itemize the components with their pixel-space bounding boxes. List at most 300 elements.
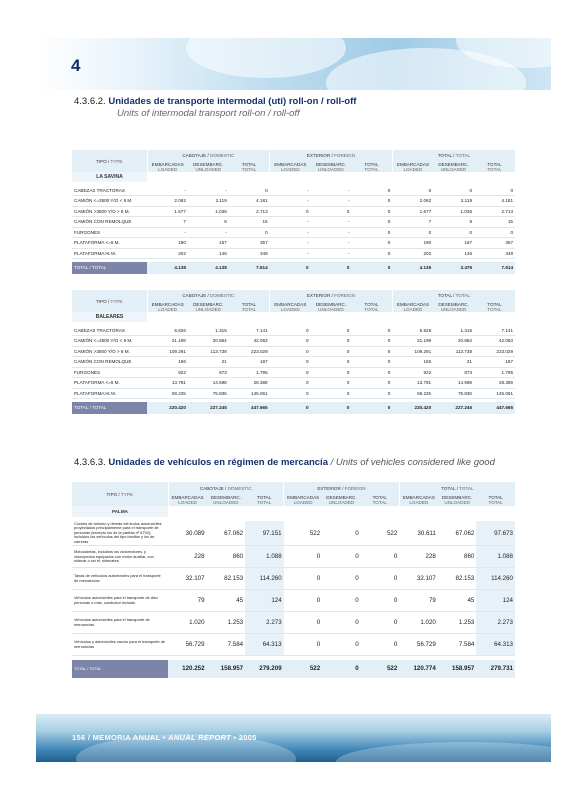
section-subtitle-en: Units of intermodal transport roll-on / roll-off (117, 108, 300, 119)
total-cell: 158.957 (207, 660, 246, 678)
table-cell: 0 (284, 568, 323, 590)
group-foreign-label-en: FOREIGN (344, 485, 366, 491)
group-total (399, 482, 515, 494)
total-cell: 0 (351, 402, 392, 414)
table-cell: 1.020 (168, 612, 207, 634)
col-unloaded-en: UNLOADED (444, 500, 470, 505)
col-total-en: TOTAL (256, 500, 272, 505)
table-cell: 2.062 (392, 196, 433, 207)
group-foreign-label: EXTERIOR / (306, 293, 333, 298)
table-cell: 145.061 (229, 388, 270, 399)
section-title-es: Unidades de transporte intermodal (uti) roll-on / roll-off (108, 96, 357, 107)
table-cell: 13.791 (147, 378, 188, 389)
col-loaded-es: EMBARCADAS (151, 301, 184, 307)
table-cell: 1.315 (188, 325, 229, 336)
tipo-label-en: TYPE (110, 158, 123, 164)
table-cell: 30.089 (168, 521, 207, 546)
port-row-cell (322, 506, 361, 517)
table-cell: 0 (229, 227, 270, 238)
group-total-label: TOTAL / (437, 153, 455, 158)
port-row-cell (351, 312, 392, 322)
row-label: Vehículos y automóviles vacíos para el transporte de mercancías (72, 634, 168, 656)
group-total-label: TOTAL / (437, 293, 455, 298)
table-cell: 13.791 (392, 378, 433, 389)
table-cell: 79 (399, 590, 438, 612)
total-cell: 0 (322, 660, 361, 678)
table-row (72, 185, 515, 196)
port-row-cell (392, 312, 433, 322)
port-row-cell (270, 172, 311, 182)
row-label: FURGONES (72, 227, 147, 238)
table-cell: 109.291 (392, 346, 433, 357)
group-domestic (147, 290, 270, 301)
port-row (72, 312, 515, 322)
table-cell: 1.677 (392, 206, 433, 217)
total-cell: 522 (284, 660, 323, 678)
table-cell: 0 (361, 634, 400, 656)
table-cell: 0 (322, 568, 361, 590)
total-cell: 227.245 (433, 402, 474, 414)
table-cell: 0 (351, 336, 392, 347)
col-total-en: TOTAL (241, 166, 257, 172)
total-cell: 0 (311, 402, 352, 414)
table-cell: 5.826 (392, 325, 433, 336)
col-total-es: TOTAL (256, 495, 272, 500)
table-cell: 2.273 (245, 612, 284, 634)
col-total (229, 301, 270, 312)
total-cell: 0 (270, 262, 311, 274)
table-cell: 0 (351, 217, 392, 228)
group-foreign (284, 482, 400, 494)
table-cell: 32.107 (399, 568, 438, 590)
group-foreign-label: EXTERIOR / (306, 153, 333, 158)
row-label: PLATAFORMA>6 M. (72, 248, 147, 259)
total-row (72, 402, 515, 414)
col-unloaded-en: UNLOADED (440, 306, 467, 312)
table-cell: 97.151 (245, 521, 284, 546)
col-loaded (270, 161, 311, 172)
row-label: FURGONES (72, 367, 147, 378)
port-row-cell (474, 172, 515, 182)
table-cell: 5.826 (147, 325, 188, 336)
col-loaded-en: LOADED (280, 306, 300, 312)
total-cell: 158.957 (438, 660, 477, 678)
group-total-label: TOTAL / (441, 485, 458, 491)
table-cell: - (311, 196, 352, 207)
col-unloaded-es: DESEMBARC. (315, 161, 347, 167)
col-unloaded-es: DESEMBARC. (326, 495, 357, 500)
table-cell: 0 (322, 521, 361, 546)
col-loaded-en: LOADED (403, 306, 423, 312)
col-total-en: TOTAL (372, 500, 387, 505)
table-cell: 0 (322, 634, 361, 656)
col-total-es: TOTAL (487, 301, 502, 307)
total-cell: 522 (361, 660, 400, 678)
table-cell: 1.088 (476, 546, 515, 568)
table-cell: 7.141 (229, 325, 270, 336)
group-foreign-label-en: FOREIGN (334, 153, 356, 158)
table-cell: 8 (188, 217, 229, 228)
table-cell: 0 (361, 568, 400, 590)
col-loaded-es: EMBARCADAS (171, 495, 204, 500)
table-cell: 0 (311, 378, 352, 389)
header-row-groups (72, 150, 515, 161)
group-foreign (270, 150, 393, 161)
row-label: CAMIÓN <=3500 Y/O < 8 M. (72, 196, 147, 207)
group-total-label-en: TOTAL (455, 293, 471, 298)
total-cell: 447.665 (229, 402, 270, 414)
table-cell: 67.062 (438, 521, 477, 546)
table-cell: 20.864 (188, 336, 229, 347)
total-row (72, 262, 515, 274)
table-cell: 21.199 (147, 336, 188, 347)
table-cell: 2.119 (188, 196, 229, 207)
table-cell: 0 (351, 248, 392, 259)
footer-title-en: ANUAL REPORT (168, 733, 232, 742)
table-cell: 0 (270, 325, 311, 336)
col-total (351, 301, 392, 312)
table-cell: 348 (474, 248, 515, 259)
table-cell: 0 (351, 227, 392, 238)
table-cell: 1.253 (207, 612, 246, 634)
table-cell: 0 (311, 367, 352, 378)
table-cell: 0 (351, 357, 392, 368)
row-label: Coches de turismo y demás vehículos automóviles proyectados principalmente para el transporte de personas (excepto los de la partida nº 8702), incluidos los vehículos del tipo familiar y los de carreras (72, 521, 168, 546)
table-body (72, 182, 515, 274)
col-unloaded-es: DESEMBARC. (438, 301, 469, 307)
table-cell: 228 (399, 546, 438, 568)
table-row (72, 568, 515, 590)
col-total (245, 494, 284, 506)
table-cell: 357 (229, 238, 270, 249)
col-loaded-en: LOADED (280, 166, 300, 172)
table-cell: 0 (322, 546, 361, 568)
table-cell: 357 (474, 238, 515, 249)
table-cell: 20.864 (433, 336, 474, 347)
footer-dot: • (162, 733, 166, 742)
table-cell: 30.611 (399, 521, 438, 546)
footer-title-es: MEMORIA ANUAL (92, 733, 161, 742)
group-domestic (168, 482, 284, 494)
col-total-en: TOTAL (364, 166, 379, 172)
table-cell: 21.199 (392, 336, 433, 347)
table-cell: 0 (270, 367, 311, 378)
port-row-cell (438, 506, 477, 517)
table-cell: 82.153 (438, 568, 477, 590)
table-cell: 0 (322, 590, 361, 612)
port-row-cell (245, 506, 284, 517)
row-label: CAMIÓN >3500 Y/O > 8 M. (72, 206, 147, 217)
row-label: Vehículos automóviles para el transporte de diez personas o más, conductor incluido (72, 590, 168, 612)
table-cell: - (311, 217, 352, 228)
col-loaded-en: LOADED (158, 306, 178, 312)
table-body (72, 322, 515, 414)
col-unloaded (311, 161, 352, 172)
tipo-label-en: TYPE (110, 298, 123, 304)
col-unloaded-es: DESEMBARC. (193, 301, 224, 307)
section-number: 4.3.6.2. (74, 96, 106, 107)
total-cell: 120.252 (168, 660, 207, 678)
table-cell: 0 (284, 634, 323, 656)
col-loaded-es: EMBARCADAS (287, 495, 320, 500)
table-cell: 873 (433, 367, 474, 378)
col-unloaded (433, 301, 474, 312)
section-title-sep: / (330, 457, 334, 468)
table-cell: - (311, 238, 352, 249)
port-row-cell (474, 312, 515, 322)
total-cell: 447.665 (474, 402, 515, 414)
table-cell: 146 (433, 248, 474, 259)
table-cell: 7.584 (207, 634, 246, 656)
tipo-label: TIPO / (106, 491, 120, 497)
col-total-en: TOTAL (487, 306, 502, 312)
col-unloaded (188, 161, 229, 172)
group-foreign-label-en: FOREIGN (334, 293, 356, 298)
table-cell: 873 (188, 367, 229, 378)
col-loaded (284, 494, 323, 506)
section-title-2 (74, 457, 495, 468)
col-loaded (399, 494, 438, 506)
table-cell: 0 (229, 185, 270, 196)
footer-text (72, 733, 257, 742)
table-cell: 113.738 (433, 346, 474, 357)
footer-year: 2005 (238, 733, 257, 742)
col-loaded (392, 301, 433, 312)
table-cell: 14.598 (433, 378, 474, 389)
table-cell: 0 (284, 590, 323, 612)
col-total (474, 301, 515, 312)
tipo-header (72, 482, 168, 506)
table-cell: 2.119 (433, 196, 474, 207)
port-row-cell (188, 172, 229, 182)
col-loaded-es: EMBARCADAS (151, 161, 184, 167)
port-row-cell (361, 506, 400, 517)
table-cell: 0 (433, 227, 474, 238)
table-cell: - (270, 185, 311, 196)
group-total-label-en: TOTAL (455, 153, 471, 158)
table-cell: 0 (270, 388, 311, 399)
table-cell: 146 (188, 248, 229, 259)
col-total-es: TOTAL (488, 495, 503, 500)
total-cell: 120.774 (399, 660, 438, 678)
total-cell: 279.209 (245, 660, 284, 678)
col-total-es: TOTAL (364, 301, 379, 307)
table-cell: 4.181 (474, 196, 515, 207)
table-cell: 0 (270, 378, 311, 389)
table-cell: 166 (147, 357, 188, 368)
table-cell: 0 (311, 206, 352, 217)
group-total-label-en: TOTAL (459, 485, 474, 491)
table-cell: 0 (351, 185, 392, 196)
port-row-cell (433, 312, 474, 322)
table-cell: 45 (207, 590, 246, 612)
chapter-number: 4 (71, 56, 81, 75)
row-label: CABEZAS TRACTORAS (72, 325, 147, 336)
col-unloaded-es: DESEMBARC. (210, 495, 242, 500)
table-cell: 522 (361, 521, 400, 546)
col-total-en: TOTAL (487, 166, 502, 172)
col-total (229, 161, 270, 172)
table-cell: 75.836 (433, 388, 474, 399)
table-palma-vehicles (72, 482, 515, 678)
table-cell: 860 (438, 546, 477, 568)
table-cell: 348 (229, 248, 270, 259)
table-cell: 202 (147, 248, 188, 259)
total-cell: 4.138 (188, 262, 229, 274)
table-cell: 69.225 (147, 388, 188, 399)
port-row-cell (147, 172, 188, 182)
col-loaded-es: EMBARCADAS (274, 301, 307, 307)
col-unloaded-en: UNLOADED (213, 500, 239, 505)
port-row-cell (311, 312, 352, 322)
table-cell: - (311, 227, 352, 238)
table-cell: 0 (351, 196, 392, 207)
table-cell: 0 (270, 336, 311, 347)
col-total-es: TOTAL (241, 161, 257, 167)
table-cell: 167 (188, 238, 229, 249)
table-cell: 1.253 (438, 612, 477, 634)
page-number: 156 (72, 733, 86, 742)
header-banner (36, 38, 551, 90)
col-unloaded-en: UNLOADED (318, 166, 344, 172)
tipo-header (72, 290, 147, 312)
table-cell: 7 (147, 217, 188, 228)
col-loaded (392, 161, 433, 172)
port-name: PALMA (72, 506, 168, 517)
table-cell: 21 (433, 357, 474, 368)
table-cell: 0 (270, 346, 311, 357)
table-cell: 0 (351, 378, 392, 389)
table-cell: 1.315 (433, 325, 474, 336)
tipo-label-en: TYPE (120, 491, 133, 497)
table-row (72, 336, 515, 347)
table-row (72, 196, 515, 207)
port-row-cell (207, 506, 246, 517)
table-cell: 69.225 (392, 388, 433, 399)
table-row (72, 357, 515, 368)
port-name: LA SAVINA (72, 172, 147, 182)
table-cell: 7 (392, 217, 433, 228)
table-cell: 79 (168, 590, 207, 612)
table-cell: - (311, 185, 352, 196)
table-cell: - (270, 248, 311, 259)
table-cell: - (270, 227, 311, 238)
col-unloaded (438, 494, 477, 506)
table-cell: - (270, 238, 311, 249)
tipo-label: TIPO / (96, 298, 110, 304)
tipo-label: TIPO / (96, 158, 110, 164)
group-total (392, 150, 515, 161)
port-row-cell (476, 506, 515, 517)
table-cell: 0 (311, 325, 352, 336)
col-total-es: TOTAL (372, 495, 387, 500)
table-row (72, 634, 515, 656)
table-cell: - (270, 217, 311, 228)
table-cell: 0 (311, 346, 352, 357)
table-cell: - (311, 248, 352, 259)
table-cell: 0 (351, 325, 392, 336)
section-title-1 (74, 96, 356, 107)
col-loaded-en: LOADED (158, 166, 178, 172)
table-cell: 97.673 (476, 521, 515, 546)
header-row-groups (72, 482, 515, 494)
col-unloaded-en: UNLOADED (318, 306, 344, 312)
table-cell: 0 (392, 227, 433, 238)
table-cell: 0 (311, 388, 352, 399)
col-total-en: TOTAL (364, 306, 379, 312)
total-cell: 279.731 (476, 660, 515, 678)
table-cell: 7.584 (438, 634, 477, 656)
col-unloaded (207, 494, 246, 506)
col-unloaded-es: DESEMBARC. (438, 161, 469, 167)
total-cell: 7.614 (474, 262, 515, 274)
total-row (72, 660, 515, 678)
col-loaded (147, 161, 188, 172)
port-row-cell (229, 172, 270, 182)
total-cell: 0 (270, 402, 311, 414)
table-cell: 42.063 (474, 336, 515, 347)
total-cell: 220.420 (392, 402, 433, 414)
table-cell: 28.389 (229, 378, 270, 389)
col-loaded-es: EMBARCADAS (396, 301, 430, 307)
table-cell: 15 (229, 217, 270, 228)
table-cell: 0 (322, 612, 361, 634)
table-cell: 0 (474, 185, 515, 196)
table-cell: 2.062 (147, 196, 188, 207)
col-total-es: TOTAL (487, 161, 502, 167)
port-row-cell (188, 312, 229, 322)
table-cell: 21 (188, 357, 229, 368)
section-number: 4.3.6.3. (74, 457, 106, 468)
total-label: TOTAL / TOTAL (72, 402, 147, 414)
table-row (72, 388, 515, 399)
col-total (351, 161, 392, 172)
col-unloaded-en: UNLOADED (195, 306, 222, 312)
row-label: CAMIÓN CON REMOLQUE (72, 217, 147, 228)
table-cell: 4.181 (229, 196, 270, 207)
group-foreign-label: EXTERIOR / (317, 485, 344, 491)
table-row (72, 546, 515, 568)
table-cell: 0 (270, 357, 311, 368)
table-cell: 0 (311, 357, 352, 368)
table-cell: 0 (351, 206, 392, 217)
footer-separator: / (87, 733, 91, 742)
col-loaded (270, 301, 311, 312)
table-cell: 0 (311, 336, 352, 347)
table-row (72, 325, 515, 336)
table-cell: 114.260 (476, 568, 515, 590)
col-loaded-es: EMBARCADAS (402, 495, 435, 500)
table-cell: 2.713 (474, 206, 515, 217)
row-label: CABEZAS TRACTORAS (72, 185, 147, 196)
group-domestic (147, 150, 270, 161)
table-cell: 0 (474, 227, 515, 238)
group-domestic-label-en: DOMESTIC (227, 485, 252, 491)
table-cell: 15 (474, 217, 515, 228)
row-label: PLATAFORMA <=6 M. (72, 378, 147, 389)
port-name: BALEARES (72, 312, 147, 322)
row-label: CAMIÓN >3500 Y/O > 8 M. (72, 346, 147, 357)
table-cell: 1.795 (229, 367, 270, 378)
total-cell: 220.420 (147, 402, 188, 414)
table-cell: 64.313 (476, 634, 515, 656)
table-cell: 109.291 (147, 346, 188, 357)
port-row-cell (392, 172, 433, 182)
col-total (474, 161, 515, 172)
table-cell: 0 (351, 346, 392, 357)
col-unloaded-es: DESEMBARC. (315, 301, 347, 307)
group-domestic-label: CABOTAJE / (199, 485, 227, 491)
